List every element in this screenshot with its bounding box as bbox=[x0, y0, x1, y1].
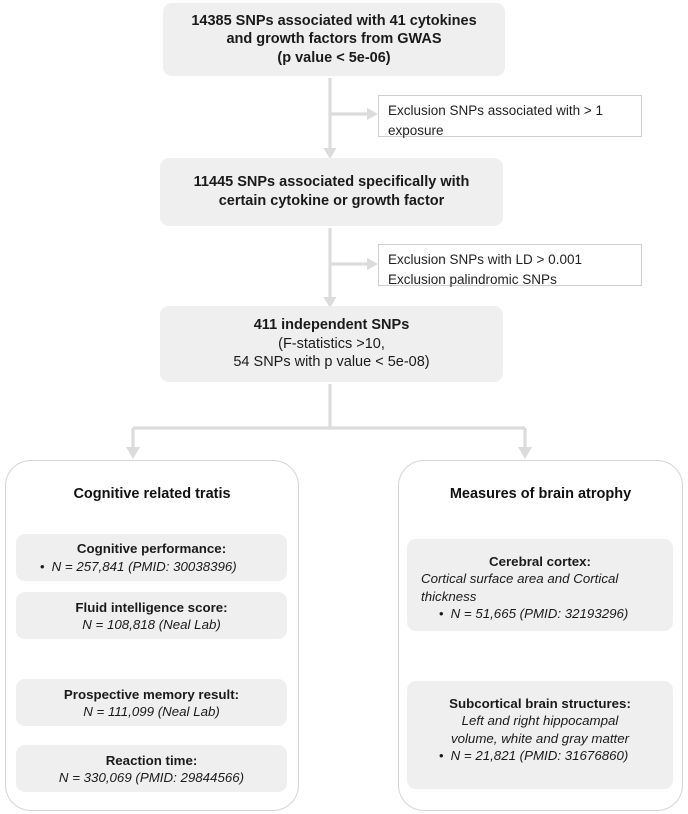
bullet-icon: • bbox=[40, 559, 45, 575]
bullet-icon: • bbox=[439, 605, 444, 621]
card-cerebral-cortex-detail: N = 51,665 (PMID: 32193296) bbox=[450, 605, 629, 621]
card-prospective-memory-detail: N = 111,099 (Neal Lab) bbox=[83, 704, 220, 720]
card-fluid-intelligence-detail: N = 108,818 (Neal Lab) bbox=[82, 617, 221, 633]
card-subcortical-structures-desc-line2: volume, white and gray matter bbox=[450, 730, 630, 746]
bullet-icon: • bbox=[439, 747, 444, 763]
node-specific-snps bbox=[160, 158, 503, 226]
node-independent-line3: 54 SNPs with p value < 5e-08) bbox=[233, 354, 430, 371]
exclusion-box-1 bbox=[378, 95, 642, 137]
card-subcortical-structures-detail: N = 21,821 (PMID: 31676860) bbox=[450, 747, 629, 763]
card-subcortical-structures-header: Subcortical brain structures: bbox=[449, 696, 631, 711]
exclusion-2-line2: Exclusion palindromic SNPs bbox=[388, 271, 557, 287]
node-initial-snps bbox=[163, 3, 505, 76]
card-subcortical-structures-detail-row bbox=[421, 747, 659, 764]
node-specific-line2: certain cytokine or growth factor bbox=[218, 193, 445, 209]
panel-cognitive-title: Cognitive related tratis bbox=[73, 486, 231, 502]
card-prospective-memory bbox=[16, 679, 287, 726]
card-cerebral-cortex-header: Cerebral cortex: bbox=[489, 554, 591, 569]
card-subcortical-structures bbox=[407, 681, 673, 789]
panel-brain-atrophy-title: Measures of brain atrophy bbox=[449, 486, 632, 502]
exclusion-1-line1: Exclusion SNPs associated with > bbox=[388, 103, 592, 118]
card-cerebral-cortex-desc-line2: thickness bbox=[421, 588, 477, 604]
exclusion-2-line1: Exclusion SNPs with LD > 0.001 bbox=[388, 252, 582, 267]
node-initial-line2: and growth factors from GWAS bbox=[226, 31, 442, 48]
card-prospective-memory-header: Prospective memory result: bbox=[63, 687, 240, 702]
node-initial-line3: (p value < 5e-06) bbox=[277, 49, 391, 66]
card-reaction-time bbox=[16, 745, 287, 792]
card-fluid-intelligence bbox=[16, 592, 287, 639]
node-independent-line1: 411 independent SNPs bbox=[253, 317, 410, 334]
card-cerebral-cortex bbox=[407, 539, 673, 631]
card-reaction-time-header: Reaction time: bbox=[105, 753, 198, 768]
node-initial-line1: 14385 SNPs associated with 41 cytokines bbox=[191, 12, 477, 29]
node-specific-line1: 11445 SNPs associated specifically with bbox=[193, 174, 470, 191]
card-cognitive-performance-detail-row bbox=[26, 558, 277, 575]
card-subcortical-structures-desc-line1: Left and right hippocampal bbox=[461, 713, 619, 729]
card-cognitive-performance bbox=[16, 534, 287, 581]
exclusion-1-line2: 1 exposure bbox=[388, 103, 604, 138]
card-cerebral-cortex-desc-line1: Cortical surface area and Cortical bbox=[421, 571, 619, 587]
node-independent-line2: (F-statistics >10, bbox=[278, 335, 385, 352]
exclusion-box-2 bbox=[378, 244, 642, 286]
card-reaction-time-detail: N = 330,069 (PMID: 29844566) bbox=[58, 770, 245, 786]
card-fluid-intelligence-header: Fluid intelligence score: bbox=[75, 600, 228, 615]
card-cerebral-cortex-detail-row bbox=[421, 605, 659, 622]
node-independent-snps bbox=[160, 306, 503, 382]
card-cognitive-performance-header: Cognitive performance: bbox=[76, 541, 227, 556]
card-cognitive-performance-detail: N = 257,841 (PMID: 30038396) bbox=[51, 559, 237, 575]
